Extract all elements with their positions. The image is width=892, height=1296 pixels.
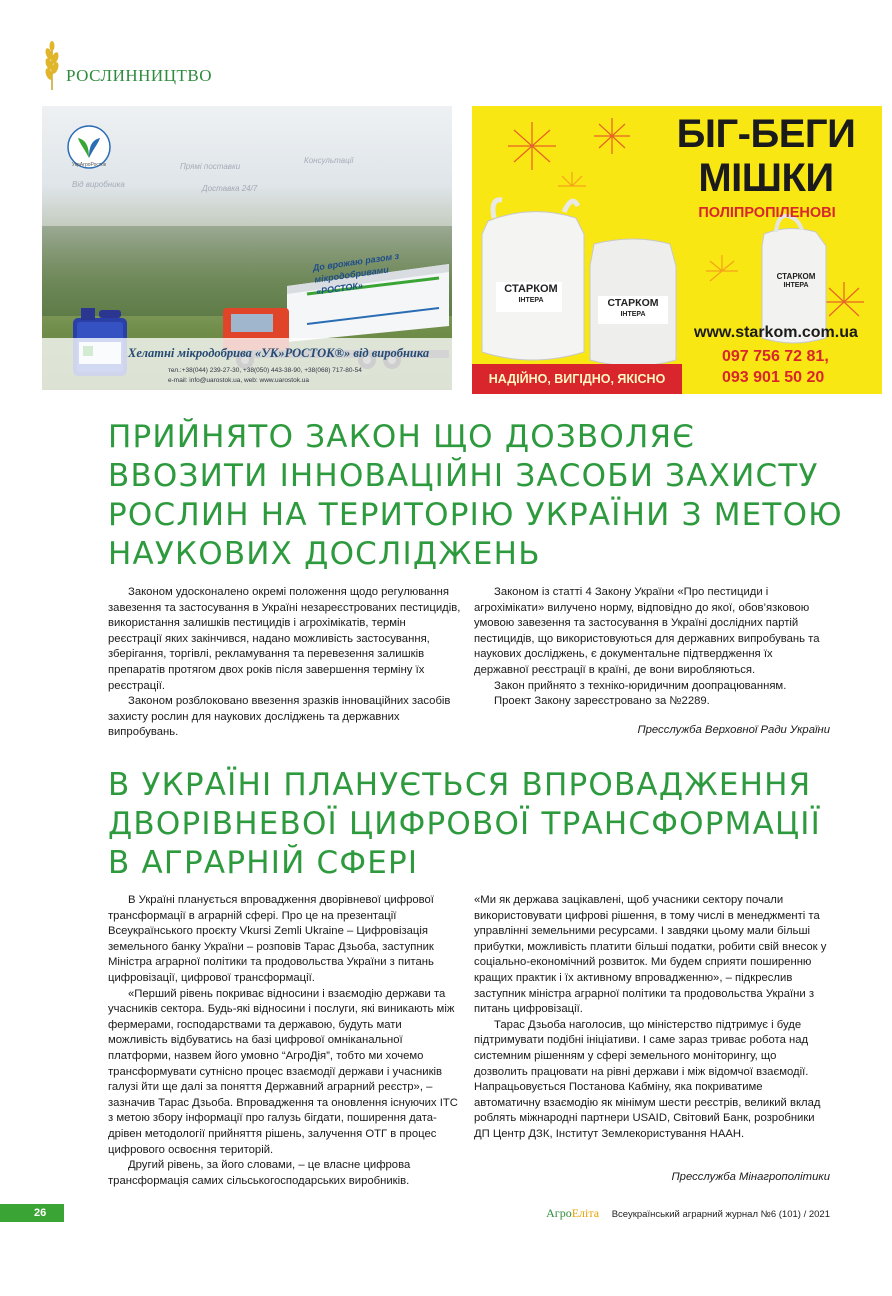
- ad-ghost-text: Від виробника: [72, 180, 125, 189]
- article1-signature: Пресслужба Верховної Ради України: [637, 724, 830, 736]
- ad-subtitle: ПОЛІПРОПІЛЕНОВІ: [698, 205, 836, 221]
- ad-phones: [722, 346, 829, 388]
- article1-column-left: [108, 585, 462, 741]
- paragraph: Тарас Дзьоба наголосив, що міністерство підтримує і буде підтримувати подібні ініціативи. І саме зараз триває робота над системним рішенням у сфері земельного моніторингу, що дозволить працювати на рівні держави і між відомчої взаємодії. Напрацьовується Постанова Кабміну, яка покриватиме автоматичну взаємодію як мінімум шести реєстрів, великий вклад роблять міжнародні партнери USAID, Світовий Банк, розробники ДП Центр ДЗК, Інститут Землекористування НААН.: [474, 1018, 821, 1140]
- journal-brand: [546, 1206, 599, 1220]
- ad-headline-line: БІГ-БЕГИ: [676, 112, 856, 156]
- ad-phone[interactable]: 097 756 72 81,: [722, 348, 829, 365]
- ad-contact-phones: тел.:+38(044) 239-27-30, +38(050) 443-38-90, +38(068) 717-80-54: [168, 367, 362, 374]
- bag-label-line: СТАРКОМ: [776, 272, 816, 281]
- bag-label-line: ІНТЕРА: [620, 311, 646, 318]
- paragraph: Другий рівень, за його словами, – це власне цифрова трансформація самих сільськогосподарських виробників.: [108, 1159, 411, 1187]
- paragraph: В Україні планується впровадження дворівневої цифрової трансформації в аграрній сфері. Про це на презентації Всеукраїнського проєкту Vkursi Zemli Ukraine – Цифровізація земельного банку України – розповів Тарас Дзьоба, заступник Міністра аграрної політики та продовольства України з питань цифровізації, цифрової трансформації.: [108, 894, 434, 984]
- bag-label-line: СТАРКОМ: [607, 297, 659, 309]
- journal-issue: Всеукраїнський аграрний журнал №6 (101) / 2021: [611, 1209, 830, 1220]
- rostok-logo-text: УкрАгроРосток: [71, 162, 107, 168]
- bag-label: [594, 298, 672, 320]
- bag-label-line: ІНТЕРА: [518, 297, 544, 304]
- ad-caption: Хелатні мікродобрива «УК»РОСТОК®» від виробника: [128, 346, 430, 360]
- ad-ghost-text: Доставка 24/7: [202, 184, 258, 193]
- ad-headline: [650, 112, 882, 200]
- paragraph: «Перший рівень покриває відносини і взаємодію держави та учасників сектора. Будь-які відносини і послуги, які виникають між фермерами, господарствами та державою, будуть мати можливість відбуватись на базі цифрової омніканальної платформи, назвем його умовно “АгроДія”, тобто ми хочемо трансформувати сутнісно процес взаємодії держави і учасників галузі йти ще далі за поняття Державний аграрний реєстр», – зазначив Тарас Дзьоба. Впровадження та оновлення існуючих ІТС з метою збору інформації про галузь бігдати, поширення дата-дрівен методології прийняття рішень, залучення ОТГ в процес цифрового освоєння територій.: [108, 987, 458, 1156]
- page-footer: [540, 1205, 830, 1223]
- bag-label: [486, 284, 576, 306]
- page-number: 26: [0, 1204, 64, 1222]
- paragraph: Проект Закону зареєстровано за №2289.: [494, 695, 710, 708]
- ad-contact: [168, 366, 362, 386]
- bag-label: [768, 272, 824, 290]
- paragraph: Законом із статті 4 Закону України «Про пестициди і агрохімікати» вилучено норму, відповідно до якої, обов’язковою умовою завезення та застосування в Україні дослідних партій пестицидів, що використовуються для державних випробувань та наукових досліджень, є документальне підтвердження їх державної реєстрації в країні, де вони виробляються.: [474, 586, 820, 676]
- paragraph: Закон прийнято з техніко-юридичним доопрацюванням.: [494, 679, 787, 692]
- article2-signature: Пресслужба Мінагрополітики: [671, 1171, 830, 1183]
- ad-rostok-banner[interactable]: [42, 106, 452, 390]
- article1-headline: ПРИЙНЯТО ЗАКОН ЩО ДОЗВОЛЯЄ ВВОЗИТИ ІННОВАЦІЙНІ ЗАСОБИ ЗАХИСТУ РОСЛИН НА ТЕРИТОРІЮ УКРАЇНИ З МЕТОЮ НАУКОВИХ ДОСЛІДЖЕНЬ: [108, 419, 843, 572]
- ad-starkom-banner[interactable]: [472, 106, 882, 394]
- wheat-icon: [42, 40, 62, 90]
- section-label: РОСЛИННИЦТВО: [66, 66, 212, 85]
- ad-phone[interactable]: 093 901 50 20: [722, 369, 825, 386]
- article2-headline: В УКРАЇНІ ПЛАНУЄТЬСЯ ВПРОВАДЖЕННЯ ДВОРІВНЕВОЇ ЦИФРОВОЇ ТРАНСФОРМАЦІЇ В АГРАРНІЙ СФЕРІ: [108, 767, 821, 881]
- journal-brand-part: Агро: [546, 1206, 572, 1220]
- paragraph: Законом удосконалено окремі положення щодо регулювання завезення та застосування в Україні незареєстрованих пестицидів, використання залишків пестицидів і агрохімікатів, термін реєстрації яких закінчився, надано можливість застосування, зберігання, торгівлі, рекламування та перевезення залишків препаратів протягом двох років після завершення терміну їх реєстрації.: [108, 586, 461, 692]
- ad-headline-line: МІШКИ: [698, 156, 834, 200]
- ad-ghost-text: Консультації: [304, 156, 354, 165]
- article2-column-right: [474, 893, 830, 1143]
- ad-website-link[interactable]: www.starkom.com.ua: [694, 324, 858, 341]
- paragraph: Законом розблоковано ввезення зразків інноваційних засобів захисту рослин для наукових досліджень та державних випробувань.: [108, 695, 451, 739]
- article2-column-left: [108, 893, 462, 1189]
- section-header: [42, 40, 212, 90]
- ad-ghost-text: Прямі поставки: [180, 162, 241, 171]
- ad-contact-web: e-mail: info@uarostok.ua, web: www.uarostok.ua: [168, 377, 309, 384]
- truck-slogan: До врожаю разом з мікродобривами «РОСТОК»: [312, 250, 400, 297]
- article1-column-right: [474, 585, 830, 710]
- ad-slogan: НАДІЙНО, ВИГІДНО, ЯКІСНО: [472, 364, 682, 394]
- bag-label-line: СТАРКОМ: [504, 283, 558, 295]
- journal-brand-part: Еліта: [571, 1206, 600, 1220]
- paragraph: «Ми як держава зацікавлені, щоб учасники сектору почали використовувати цифрові рішення, в тому числі в менеджменті та управлінні земельними ресурсами. І завдяки цьому мали більші прибутки, можливість платити більші податки, робити свій внесок у соціально-економічний розвиток. Ми будем сприяти поширенню кращих практик і їх активному впровадженню», – підкреслив заступник міністра аграрної політики та продовольства України з питань цифровізації.: [474, 894, 827, 1016]
- bag-label-line: ІНТЕРА: [783, 282, 809, 289]
